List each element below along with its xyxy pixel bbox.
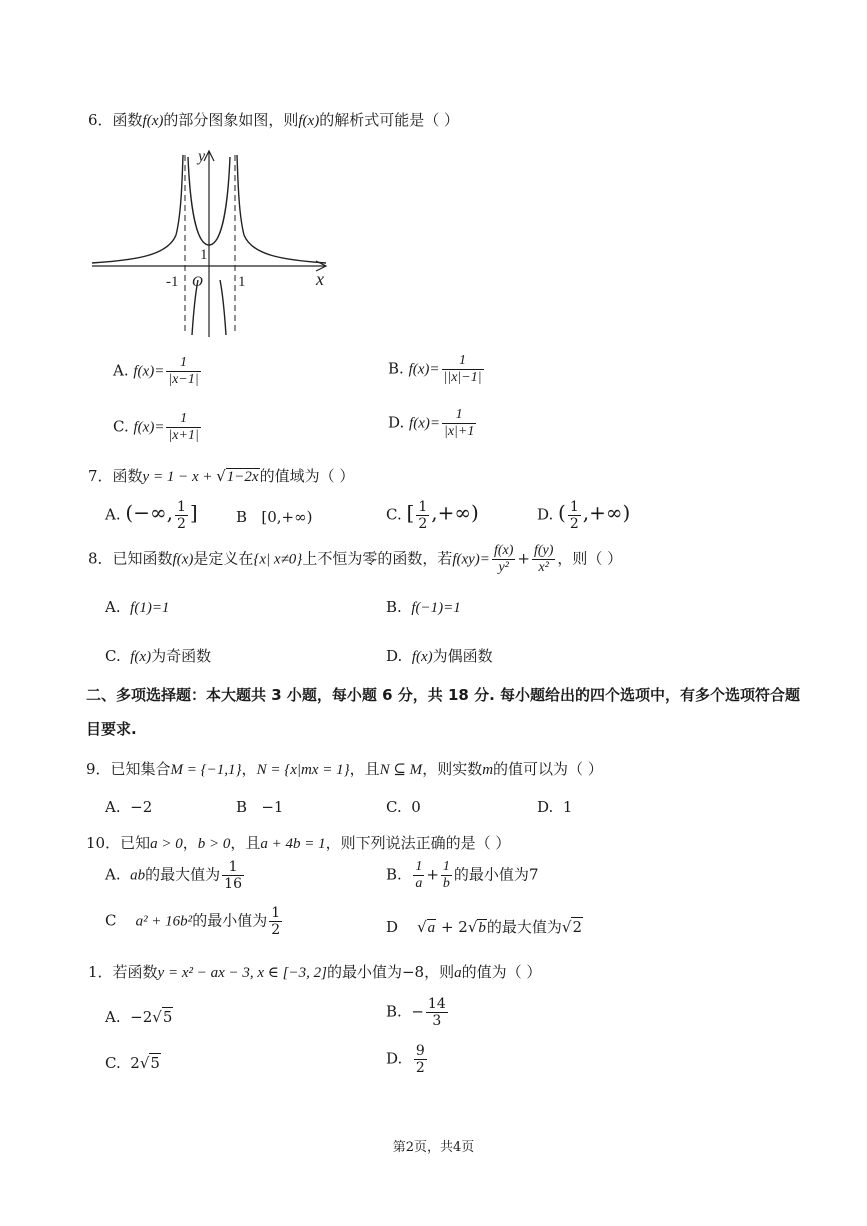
q7-stem: 7．函数y = 1 − x + √1−2x的值域为（ ） [88, 467, 355, 485]
q8-stem: 8．已知函数f(x)是定义在{x| x≠0}上不恒为零的函数，若f(xy)= $\frac{f(x)}{\text{y²}}$ + $\frac{f(y)}{\text{x²}}$ ，则（ ） [88, 543, 623, 575]
q11-stem: 1．若函数y = x² − ax − 3, x ∈ [−3, 2]的最小值为−8，则a的值为（ ） [88, 963, 542, 981]
q9-option-b[interactable]: B −1 [236, 798, 284, 816]
q7-option-d[interactable]: D. ( $\frac{1}{2}$ ,+∞) [537, 499, 631, 532]
q8-option-b[interactable]: B. f(−1)=1 [386, 598, 461, 616]
section-2-line1: 二、多项选择题：本大题共 3 小题，每小题 6 分，共 18 分. 每小题给出的四个选项中，有多个选项符合题 [86, 686, 801, 704]
q9-option-a[interactable]: A. −2 [105, 798, 153, 816]
q7-option-b[interactable]: B [0,+∞) [236, 508, 313, 526]
q10-option-c[interactable]: C a² + 16b²的最小值为 $\frac{1}{2}$ [105, 905, 281, 938]
q10-option-a[interactable]: A. ab的最大值为 $\frac{1}{16}$ [105, 859, 242, 892]
q6-option-c[interactable]: C. f(x)= $\frac{1}{|x+1|}$ [113, 411, 199, 443]
q6-function-graph [88, 145, 338, 340]
q7-option-a[interactable]: A. (−∞, $\frac{1}{2}$ ] [105, 499, 198, 532]
q8-option-a[interactable]: A. f(1)=1 [105, 598, 170, 616]
curve-left-outer [92, 155, 183, 263]
q9-option-c[interactable]: C. 0 [386, 798, 421, 816]
graph-tick-neg1: -1 [166, 274, 179, 290]
q10-option-b[interactable]: B. $\frac{1}{a}$ + $\frac{1}{b}$ 的最小值为7 [386, 859, 539, 891]
curve-right-outer [237, 155, 326, 263]
q6-option-b[interactable]: B. f(x)= $\frac{1}{||x|-1|}$ [388, 353, 482, 385]
q11-option-b[interactable]: B. − $\frac{14}{3}$ [386, 996, 446, 1029]
q8-option-d[interactable]: D. f(x)为偶函数 [386, 647, 493, 665]
q6-option-d[interactable]: D. f(x)= $\frac{1}{|x|+1}$ [388, 407, 475, 439]
q10-option-d[interactable]: D √a + 2√b的最大值为√2 [386, 918, 583, 936]
q6-stem: 6．函数f(x)的部分图象如图，则f(x)的解析式可能是（ ） [88, 111, 459, 129]
q10-stem: 10．已知a > 0，b > 0，且a + 4b = 1，则下列说法正确的是（ ） [86, 834, 511, 852]
q6-option-a[interactable]: A. f(x)= $\frac{1}{|x-1|}$ [113, 355, 199, 387]
q7-option-c[interactable]: C. [ $\frac{1}{2}$ ,+∞) [386, 499, 479, 532]
graph-tick-y1: 1 [200, 247, 208, 263]
q9-stem: 9．已知集合M = {−1,1}，N = {x|mx = 1}，且N ⊆ M，则实数m的值可以为（ ） [86, 760, 603, 778]
graph-tick-1: 1 [238, 274, 246, 290]
q8-option-c[interactable]: C. f(x)为奇函数 [105, 647, 212, 665]
page-footer: 第2页，共4页 [392, 1140, 475, 1155]
q11-option-a[interactable]: A. −2√5 [105, 1008, 173, 1026]
section-2-line2: 目要求. [86, 720, 137, 738]
graph-x-label: x [316, 269, 324, 289]
q11-option-c[interactable]: C. 2√5 [105, 1054, 160, 1072]
q11-option-d[interactable]: D. $\frac{9}{2}$ [386, 1043, 425, 1076]
graph-y-label: y [198, 148, 206, 165]
q9-option-d[interactable]: D. 1 [537, 798, 573, 816]
section-2-heading [86, 678, 806, 746]
graph-origin-label: O [192, 274, 203, 290]
curve-bottom-right [220, 280, 226, 335]
